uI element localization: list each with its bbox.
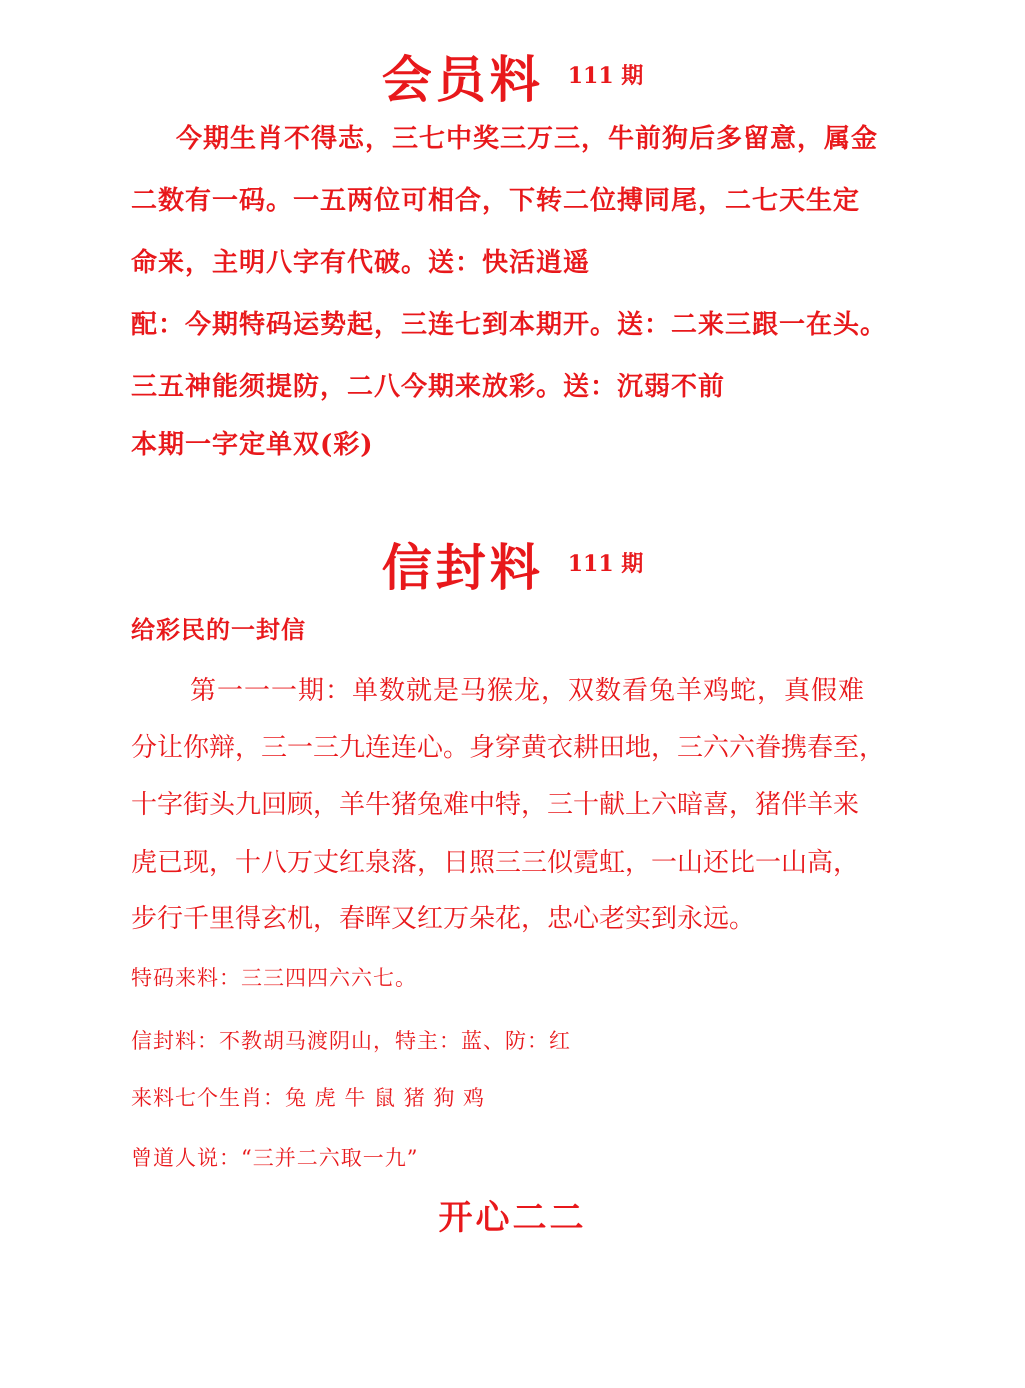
section1-line-1: 今期生肖不得志，三七中奖三万三，牛前狗后多留意，属金 bbox=[176, 124, 879, 154]
section2-note-3: 来料七个生肖：兔 虎 牛 鼠 猪 狗 鸡 bbox=[131, 1086, 486, 1110]
section2-line-5: 步行千里得玄机，春晖又红万朵花，忠心老实到永远。 bbox=[131, 904, 756, 934]
footer-signature: 开心二二 bbox=[438, 1198, 587, 1238]
section1-line-6: 本期一字定单双(彩) bbox=[131, 430, 374, 460]
section2-line-1: 第一一一期：单数就是马猴龙，双数看兔羊鸡蛇，真假难 bbox=[190, 676, 866, 706]
section1-issue: 111 期 bbox=[567, 63, 644, 89]
section1-line-4: 配：今期特码运势起，三连七到本期开。送：二来三跟一在头。 bbox=[131, 310, 888, 340]
section2-line-4: 虎已现，十八万丈红泉落，日照三三似霓虹，一山还比一山高， bbox=[131, 848, 860, 878]
section2-line-2: 分让你辩，三一三九连连心。身穿黄衣耕田地，三六六眷携春至， bbox=[131, 733, 886, 763]
section2-subtitle: 给彩民的一封信 bbox=[131, 615, 306, 644]
section1-line-5: 三五神能须提防，二八今期来放彩。送：沉弱不前 bbox=[131, 372, 726, 402]
section1-line-2: 二数有一码。一五两位可相合，下转二位搏同尾，二七天生定 bbox=[131, 186, 861, 216]
section2-note-1: 特码来料：三三四四六六七。 bbox=[131, 966, 417, 990]
section2-note-2: 信封料：不教胡马渡阴山，特主：蓝、防：红 bbox=[131, 1029, 571, 1053]
section1-line-3: 命来，主明八字有代破。送：快活逍遥 bbox=[131, 248, 591, 278]
section1-title: 会员料 bbox=[381, 50, 544, 109]
section2-header bbox=[0, 528, 1025, 600]
section1-header bbox=[0, 40, 1025, 112]
section2-note-4: 曾道人说：“三并二六取一九” bbox=[131, 1146, 419, 1170]
section2-issue: 111 期 bbox=[567, 551, 644, 577]
section2-line-3: 十字街头九回顾，羊牛猪兔难中特，三十献上六暗喜，猪伴羊来 bbox=[131, 790, 860, 820]
section2-title: 信封料 bbox=[381, 538, 544, 597]
